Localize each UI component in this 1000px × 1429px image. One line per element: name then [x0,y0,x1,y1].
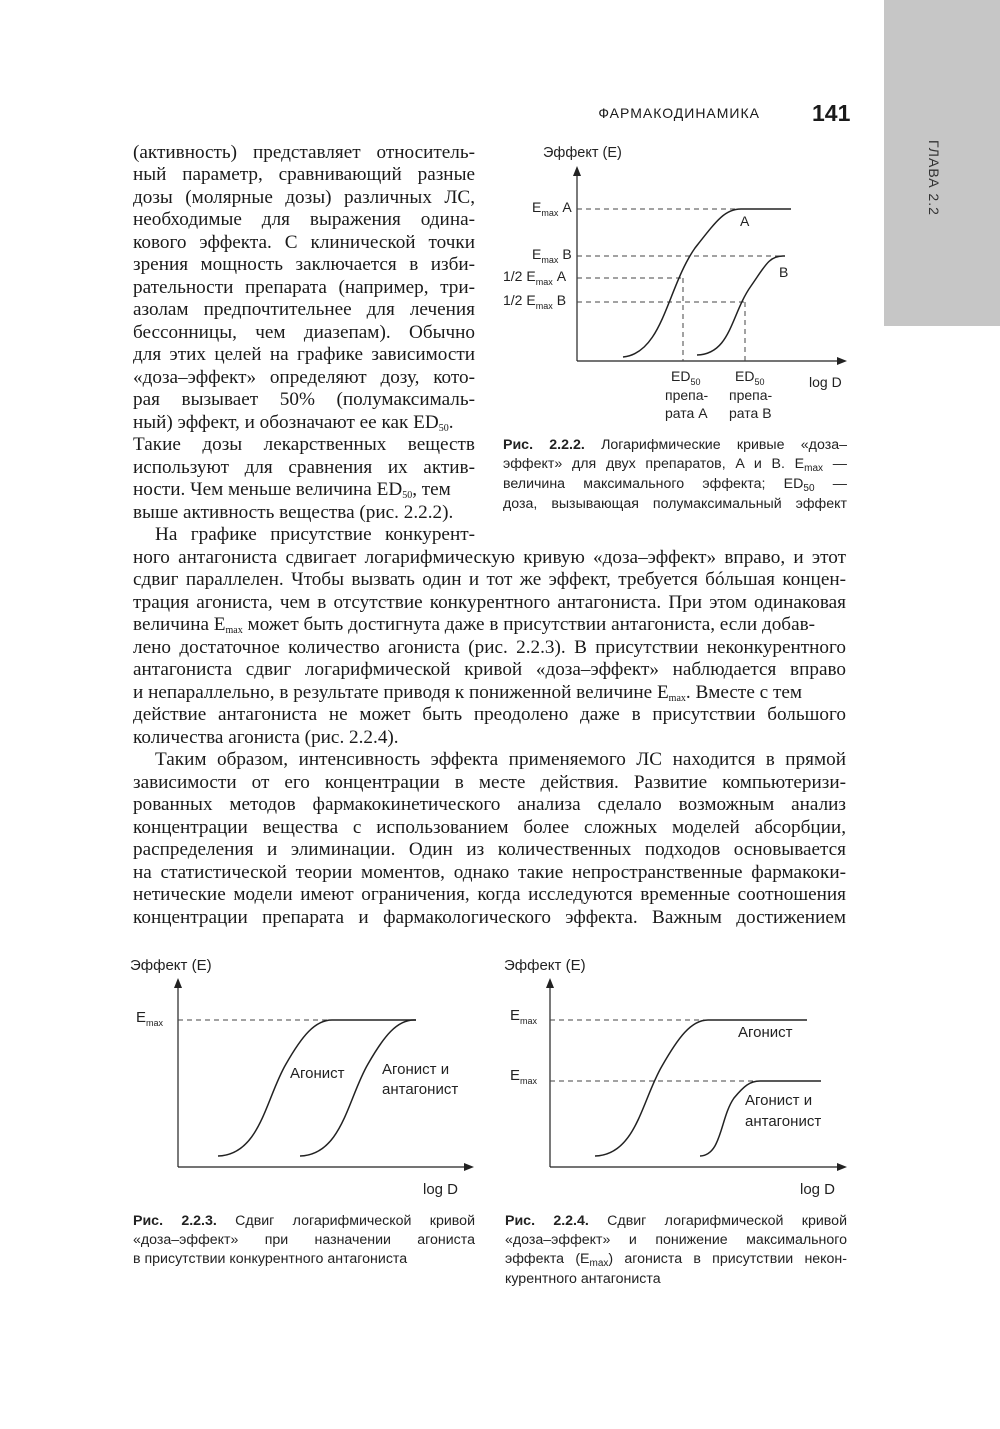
x-axis-arrow [837,1163,847,1171]
y-axis-arrow [174,978,182,988]
text-line: распределения и элиминации. Один из количественных подходов основывается [133,839,846,860]
x-axis-title: log D [809,374,842,390]
x-axis-arrow [464,1163,474,1171]
text-line: необходимые для выражения одина- [133,209,475,230]
text-line: рованных методов фармакокинетического анализа сделало возможным анализ [133,794,846,815]
text-line: ности. Чем меньше величина ED50, тем [133,479,451,501]
emax-label: $E_{max}$ [136,1009,164,1028]
text-line: количества агониста (рис. 2.2.4). [133,727,399,748]
emax-label-top: $E_{max}$ [510,1007,538,1026]
curve-a [623,209,791,357]
emax-label-bottom: $E_{max}$ [510,1067,538,1086]
text-line: лено достаточное количество агониста (рис. 2.2.3). В присутствии неконкурентного [133,637,846,658]
figure-2-2-4 [490,948,860,1203]
x-axis-title: log D [423,1181,459,1198]
prep-a-line1: препа- [665,387,709,403]
caption-line: курентного антагониста [505,1271,661,1287]
emax-b-label: $E_{max}$ B [532,246,572,265]
text-line: (активность) представляет относитель- [133,142,475,163]
agonist-antagonist-label-1: Агонист и [745,1092,813,1109]
caption-line: величина максимального эффекта; $ED_{50}$ — [503,476,847,494]
caption-line: Рис. 2.2.2. Логарифмические кривые «доза– [503,437,847,453]
text-line: бессонницы, чем диазепам). Обычно [133,322,475,343]
ed50-a-label: $ED_{50}$ [671,368,701,387]
text-line: азолам предпочтительнее для лечения [133,299,475,320]
text-line: «доза–эффект» определяют дозу, кото- [133,367,475,388]
agonist-antagonist-label-2: антагонист [745,1113,822,1130]
text-line: трация агониста, чем в отсутствие конкурентного антагониста. При этом одинаковая [133,592,846,613]
y-axis-title: Эффект (E) [543,145,622,161]
figure-2-2-2 [495,138,855,428]
text-line: ного антагониста сдвигает логарифмическую кривую «доза–эффект» вправо, и этот [133,547,846,568]
curve-a-label: A [740,213,750,229]
prep-b-line1: препа- [729,387,773,403]
y-axis-title: Эффект (E) [130,957,212,974]
emax-a-label: $E_{max}$ A [532,199,572,218]
text-line: Таким образом, интенсивность эффекта применяемого ЛС находится в прямой [155,749,846,770]
text-line: для этих целей на графике зависимости [133,344,475,365]
text-line: зрения мощность заключается в изби- [133,254,475,275]
ed50-b-label: $ED_{50}$ [735,368,765,387]
caption-line: Рис. 2.2.3. Сдвиг логарифмической кривой [133,1213,475,1229]
half-emax-a-label: 1/2 $E_{max}$ A [503,268,567,287]
text-line: используют для сравнения их актив- [133,457,475,478]
y-axis-arrow [546,978,554,988]
text-line: ный) эффект, и обозначают ее как ED50. [133,412,454,434]
chapter-tab [884,0,1000,326]
caption-line: эффекта $(E_{max})$ агониста в присутствии некон- [505,1251,847,1269]
agonist-label: Агонист [290,1065,345,1082]
caption-fig-2-2-3 [133,1212,475,1269]
page-number: 141 [812,100,851,126]
text-line: концентрации препарата и фармакологического эффекта. Важным достижением [133,907,846,928]
text-line: Такие дозы лекарственных веществ [133,434,475,455]
caption-line: Рис. 2.2.4. Сдвиг логарифмической кривой [505,1213,847,1229]
y-axis-title: Эффект (E) [504,957,586,974]
x-axis-arrow [837,357,847,365]
text-line: выше активность вещества (рис. 2.2.2). [133,502,454,523]
caption-fig-2-2-4 [505,1212,847,1289]
caption-line: в присутствии конкурентного антагониста [133,1251,408,1267]
text-line: На графике присутствие конкурент- [155,524,475,545]
text-line: антагониста сдвиг логарифмической кривой «доза–эффект» наблюдается вправо [133,659,846,680]
running-title: ФАРМАКОДИНАМИКА [598,105,760,121]
text-line: величина Emax может быть достигнута даже в присутствии антагониста, если добав- [133,614,816,636]
text-line: концентрации вещества с использованием более сложных моделей абсорбции, [133,817,846,838]
text-line: нетические модели имеют ограничения, когда исследуются временные соотношения [133,884,846,905]
x-axis-title: log D [800,1181,836,1198]
curve-b [697,256,785,355]
agonist-antagonist-label-1: Агонист и [382,1061,450,1078]
text-line: рая вызывает 50% (полумаксималь- [133,389,475,410]
chapter-tab-label: ГЛАВА 2.2 [926,140,942,216]
text-line: ный параметр, сравнивающий разные [133,164,475,185]
text-line: действие антагониста не может быть преодолено даже в присутствии большого [133,704,846,725]
caption-fig-2-2-2 [503,436,847,514]
prep-a-line2: рата A [665,405,708,421]
caption-line: «доза–эффект» и понижение максимального [505,1232,847,1248]
caption-line: доза, вызывающая полумаксимальный эффект [503,496,847,512]
caption-line: эффект» для двух препаратов, A и B. $E_{max}$ — [503,456,847,474]
text-line: зависимости от его концентрации в месте действия. Развитие компьютеризи- [133,772,846,793]
agonist-antagonist-label-2: антагонист [382,1081,459,1098]
text-line: сдвиг параллелен. Чтобы вызвать один и тот же эффект, требуется бóльшая концен- [133,569,846,590]
text-line: рательности препарата (например, три- [133,277,475,298]
text-line: на статистической теории моментов, однако такие непространственные фармакоки- [133,862,846,883]
y-axis-arrow [573,166,581,176]
agonist-label: Агонист [738,1024,793,1041]
text-line: и непараллельно, в результате приводя к пониженной величине Emax. Вместе с тем [133,682,802,704]
curve-b-label: B [779,264,789,280]
caption-line: «доза–эффект» при назначении агониста [133,1232,475,1248]
prep-b-line2: рата B [729,405,772,421]
half-emax-b-label: 1/2 $E_{max}$ B [503,292,567,311]
text-line: дозы (молярные дозы) различных ЛС, [133,187,475,208]
text-line: кового эффекта. С клинической точки [133,232,475,253]
figure-2-2-3 [110,948,480,1203]
